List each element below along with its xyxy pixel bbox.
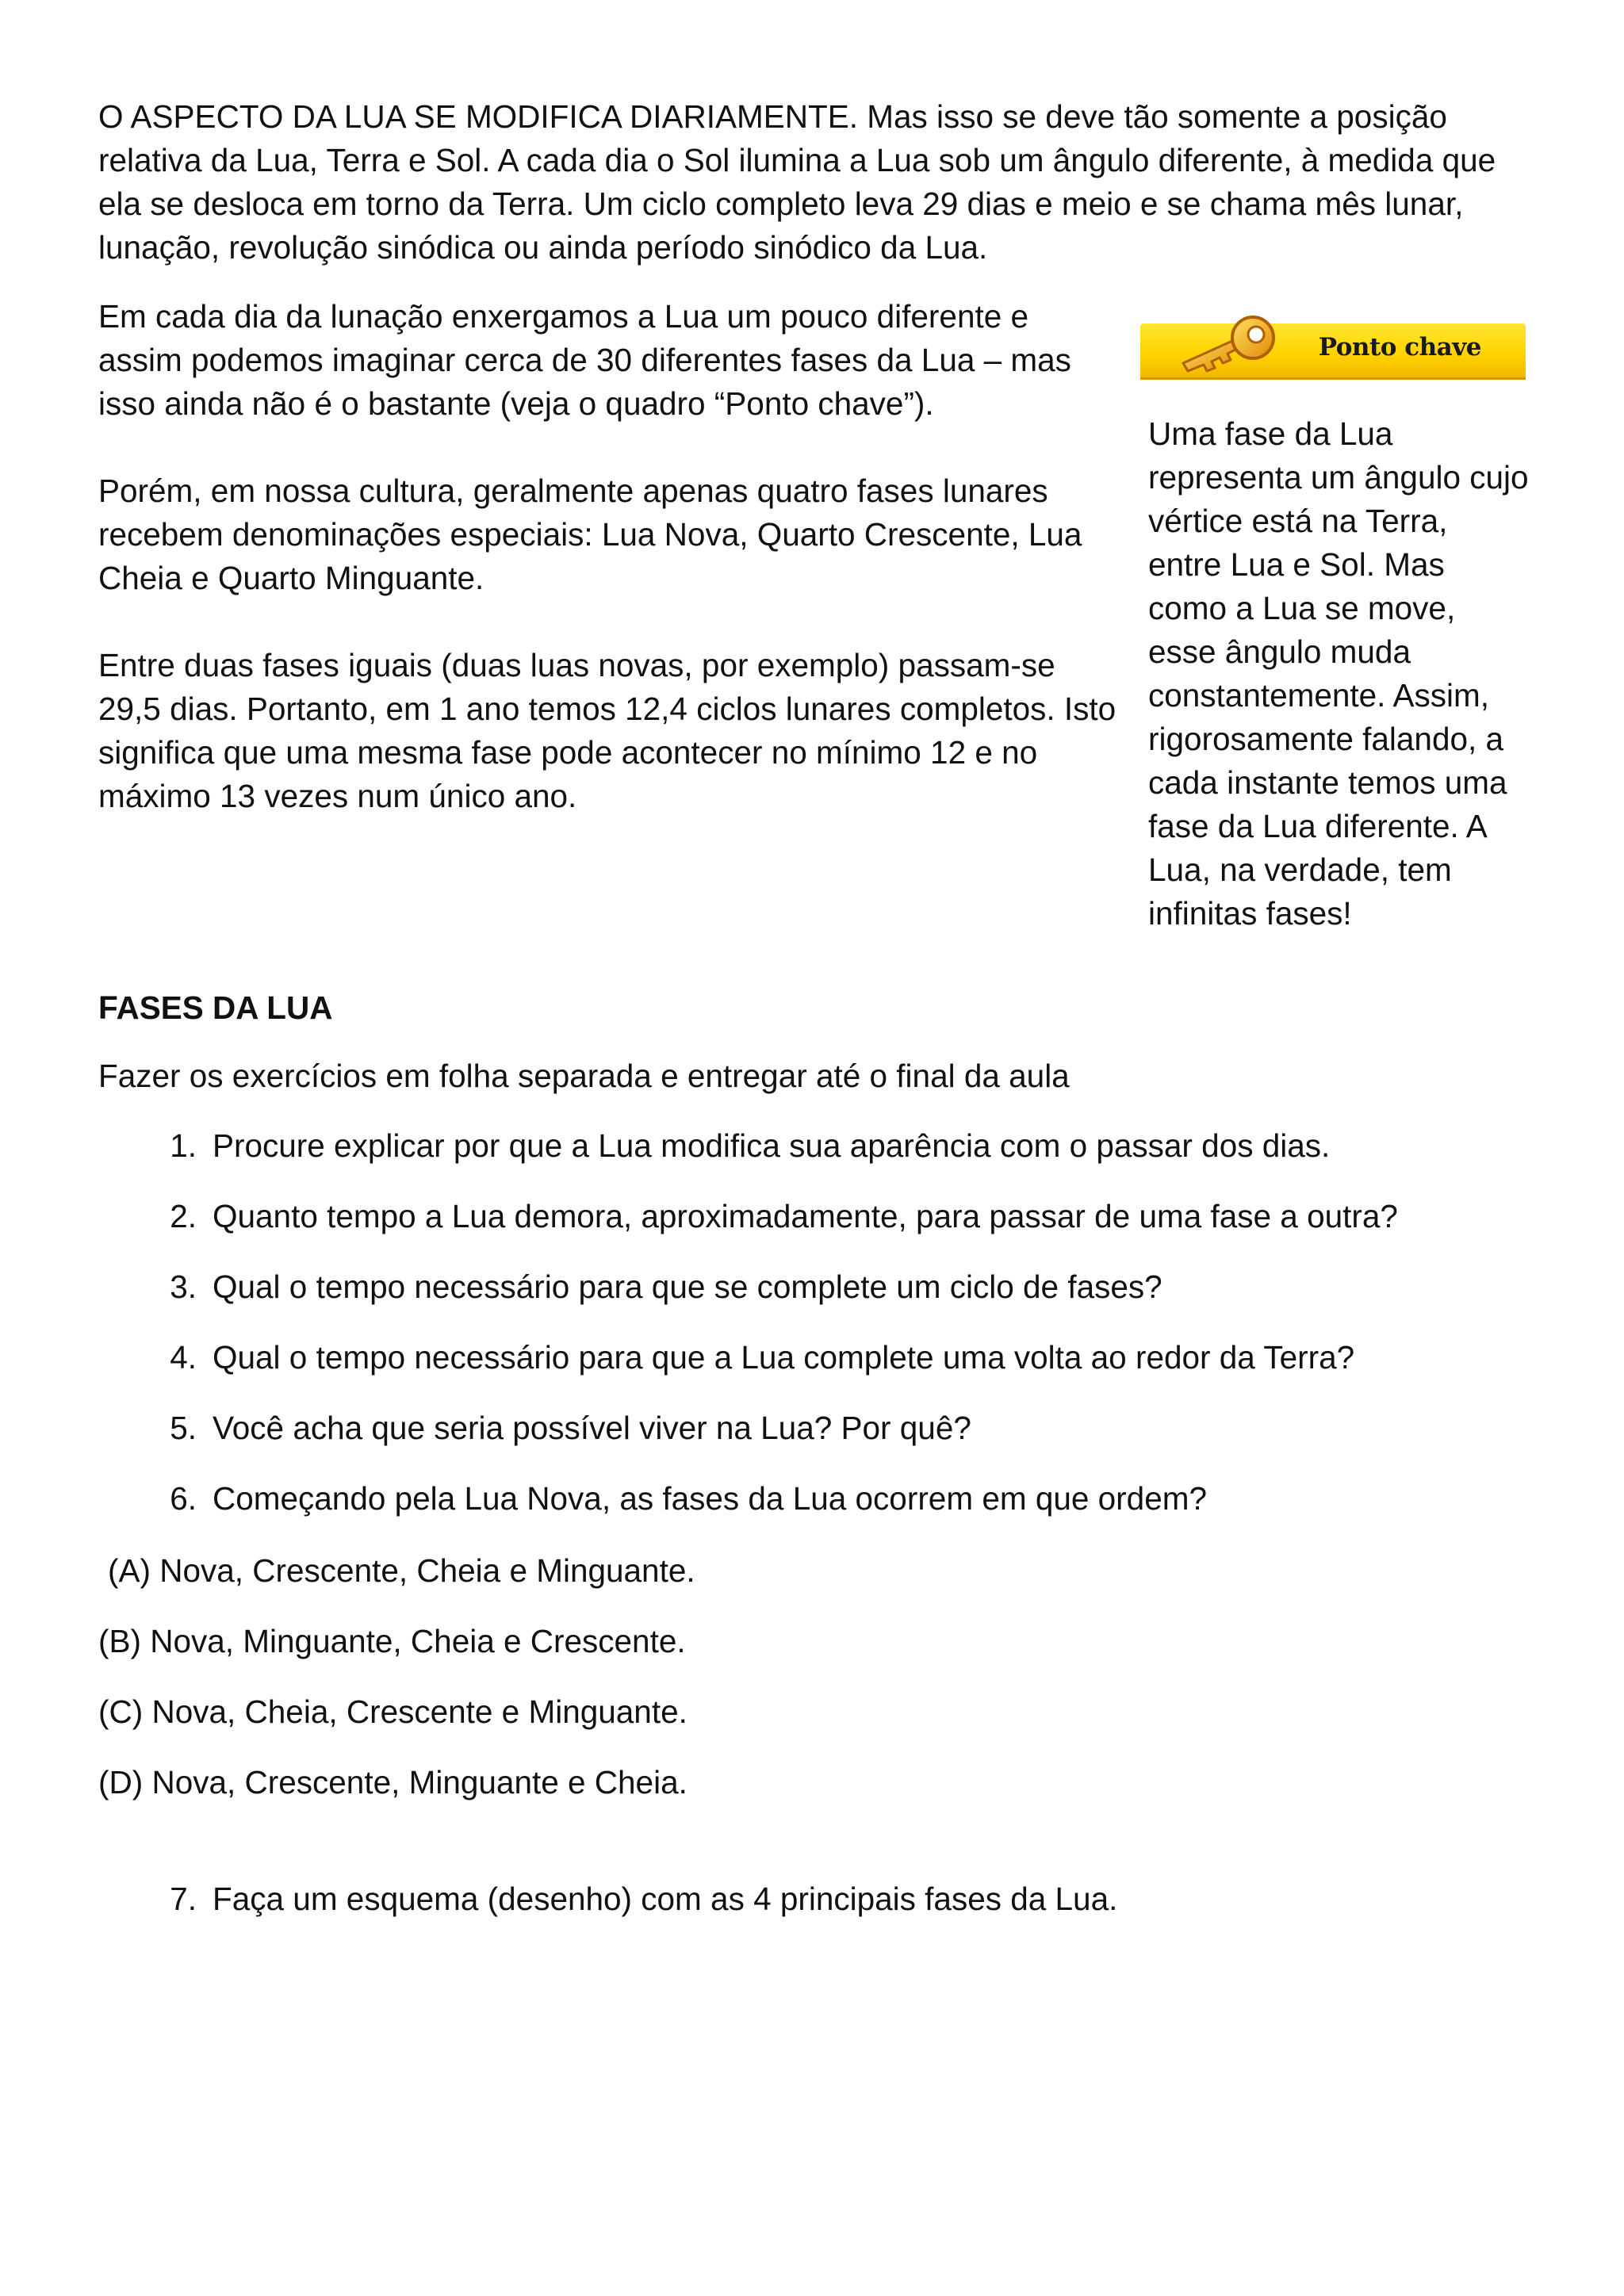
paragraph-four-phases: Porém, em nossa cultura, geralmente apenas quatro fases lunares recebem denominações especiais: Lua Nova, Quarto Crescente, Lua Cheia e Quarto Minguante.: [98, 473, 1082, 596]
option-b: (B) Nova, Minguante, Cheia e Crescente.: [98, 1623, 686, 1659]
question-item: [146, 1477, 1494, 1548]
key-point-banner: [1140, 314, 1526, 379]
question-number: 6.: [170, 1480, 197, 1517]
question-number: 2.: [170, 1198, 197, 1234]
paragraph-cycles: Entre duas fases iguais (duas luas novas, por exemplo) passam-se 29,5 dias. Portanto, em 1 ano temos 12,4 ciclos lunares completos. Isto significa que uma mesma fase pode acontecer no mínimo 12 e no máximo 13 vezes num único ano.: [98, 647, 1116, 814]
question-item: [146, 1195, 1494, 1265]
question-number: 5.: [170, 1410, 197, 1446]
key-icon: [1177, 314, 1288, 377]
left-column: [98, 295, 1121, 862]
question-text: Qual o tempo necessário para que a Lua complete uma volta ao redor da Terra?: [213, 1339, 1355, 1376]
question-text: Quanto tempo a Lua demora, aproximadamente, para passar de uma fase a outra?: [213, 1198, 1398, 1234]
question-number: 7.: [170, 1881, 197, 1917]
question-item: [146, 1265, 1494, 1336]
paragraph-lunation: Em cada dia da lunação enxergamos a Lua um pouco diferente e assim podemos imaginar cerca de 30 diferentes fases da Lua – mas isso ainda não é o bastante (veja o quadro “Ponto chave”).: [98, 298, 1071, 422]
question-number: 1.: [170, 1127, 197, 1164]
section-title: FASES DA LUA: [98, 989, 333, 1026]
question-text: Procure explicar por que a Lua modifica sua aparência com o passar dos dias.: [213, 1127, 1331, 1164]
answer-options: [98, 1549, 1367, 1831]
question-text: Começando pela Lua Nova, as fases da Lua ocorrem em que ordem?: [213, 1480, 1207, 1517]
question-number: 3.: [170, 1269, 197, 1305]
question-number: 4.: [170, 1339, 197, 1376]
option-c: (C) Nova, Cheia, Crescente e Minguante.: [98, 1693, 688, 1730]
intro-paragraph: O ASPECTO DA LUA SE MODIFICA DIARIAMENTE. Mas isso se deve tão somente a posição relativa da Lua, Terra e Sol. A cada dia o Sol ilumina a Lua sob um ângulo diferente, à medida que ela se desloca em torno da Terra. Um ciclo completo leva 29 dias e meio e se chama mês lunar, lunação, revolução sinódica ou ainda período sinódico da Lua.: [98, 98, 1496, 266]
option-a: (A) Nova, Crescente, Cheia e Minguante.: [108, 1552, 695, 1589]
question-list: [146, 1124, 1494, 1548]
key-point-text: Uma fase da Lua representa um ângulo cujo vértice está na Terra, entre Lua e Sol. Mas como a Lua se move, esse ângulo muda constantemente. Assim, rigorosamente falando, a cada instante temos uma fase da Lua diferente. A Lua, na verdade, tem infinitas fases!: [1148, 415, 1529, 932]
question-item: [146, 1877, 1494, 1948]
question-item: [146, 1406, 1494, 1477]
question-text: Faça um esquema (desenho) com as 4 principais fases da Lua.: [213, 1881, 1118, 1917]
question-text: Você acha que seria possível viver na Lua? Por quê?: [213, 1410, 971, 1446]
exercise-instruction: Fazer os exercícios em folha separada e entregar até o final da aula: [98, 1058, 1070, 1094]
question-text: Qual o tempo necessário para que se complete um ciclo de fases?: [213, 1269, 1162, 1305]
question-item: [146, 1124, 1494, 1195]
option-d: (D) Nova, Crescente, Minguante e Cheia.: [98, 1764, 688, 1800]
question-item: [146, 1336, 1494, 1406]
key-point-title: Ponto chave: [1318, 333, 1481, 362]
